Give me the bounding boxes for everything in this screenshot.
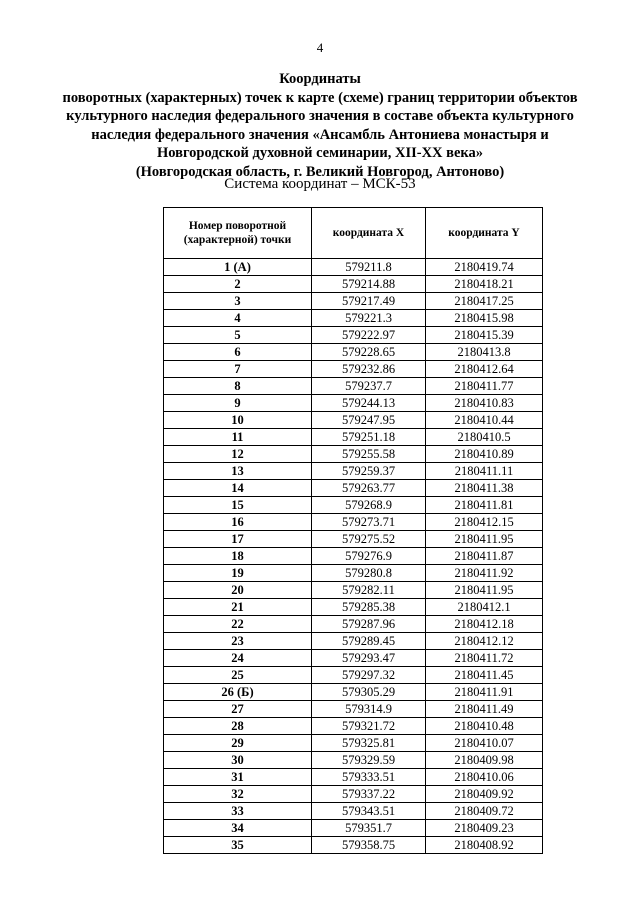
coordinate-x-cell: 579211.8 [312,259,426,276]
point-number-cell: 33 [164,803,312,820]
coordinate-y-cell: 2180415.98 [426,310,543,327]
coordinate-x-cell: 579337.22 [312,786,426,803]
table-row [164,548,543,565]
point-number-cell: 8 [164,378,312,395]
coordinate-x-cell: 579329.59 [312,752,426,769]
point-number-cell: 15 [164,497,312,514]
point-number-cell: 31 [164,769,312,786]
table-row [164,667,543,684]
coordinate-x-cell: 579358.75 [312,837,426,854]
coordinate-x-cell: 579314.9 [312,701,426,718]
coordinate-y-cell: 2180411.45 [426,667,543,684]
coordinate-y-cell: 2180411.72 [426,650,543,667]
coordinate-y-cell: 2180410.48 [426,718,543,735]
coordinate-y-cell: 2180412.12 [426,633,543,650]
table-row [164,820,543,837]
point-number-cell: 10 [164,412,312,429]
table-row [164,837,543,854]
table-row [164,633,543,650]
point-number-cell: 25 [164,667,312,684]
coordinate-y-cell: 2180417.25 [426,293,543,310]
table-row [164,480,543,497]
point-number-cell: 22 [164,616,312,633]
point-number-cell: 21 [164,599,312,616]
page-number: 4 [316,40,324,55]
coordinate-x-cell: 579305.29 [312,684,426,701]
coordinate-y-cell: 2180410.06 [426,769,543,786]
point-number-cell: 35 [164,837,312,854]
table-row [164,531,543,548]
document-title [60,70,580,182]
table-row [164,582,543,599]
coordinate-y-cell: 2180415.39 [426,327,543,344]
coordinate-y-cell: 2180418.21 [426,276,543,293]
coordinate-y-cell: 2180412.18 [426,616,543,633]
point-number-cell: 34 [164,820,312,837]
table-row [164,786,543,803]
title-line: (Новгородская область, г. Великий Новгород, Антоново) [135,163,505,180]
point-number-cell: 9 [164,395,312,412]
coordinate-y-cell: 2180411.92 [426,565,543,582]
coordinate-x-cell: 579333.51 [312,769,426,786]
table-row [164,293,543,310]
coordinate-y-cell: 2180409.72 [426,803,543,820]
table-row [164,701,543,718]
point-number-cell: 1 (А) [164,259,312,276]
table-row [164,276,543,293]
point-number-cell: 2 [164,276,312,293]
coordinate-x-cell: 579293.47 [312,650,426,667]
title-line: Координаты [279,71,361,87]
coordinate-y-cell: 2180412.15 [426,514,543,531]
coordinate-system-label: Система координат – МСК-53 [224,176,416,192]
table-row [164,565,543,582]
point-number-cell: 20 [164,582,312,599]
header-coordinate-x: координата X [312,208,426,259]
coordinate-x-cell: 579255.58 [312,446,426,463]
header-coordinate-y: координата Y [426,208,543,259]
coordinate-x-cell: 579275.52 [312,531,426,548]
coordinate-x-cell: 579289.45 [312,633,426,650]
coordinate-x-cell: 579280.8 [312,565,426,582]
point-number-cell: 19 [164,565,312,582]
point-number-cell: 28 [164,718,312,735]
point-number-cell: 6 [164,344,312,361]
title-line: поворотных (характерных) точек к карте (схеме) границ территории объектов [62,89,578,106]
table-row [164,599,543,616]
table-row [164,378,543,395]
coordinate-x-cell: 579214.88 [312,276,426,293]
coordinate-y-cell: 2180410.83 [426,395,543,412]
coordinate-x-cell: 579276.9 [312,548,426,565]
coordinate-y-cell: 2180419.74 [426,259,543,276]
coordinate-x-cell: 579263.77 [312,480,426,497]
table-row [164,684,543,701]
coordinate-x-cell: 579268.9 [312,497,426,514]
coordinate-y-cell: 2180410.5 [426,429,543,446]
table-header-row [164,208,543,259]
coordinate-y-cell: 2180411.95 [426,531,543,548]
coordinate-y-cell: 2180411.11 [426,463,543,480]
coordinate-y-cell: 2180409.92 [426,786,543,803]
coordinate-x-cell: 579247.95 [312,412,426,429]
point-number-cell: 18 [164,548,312,565]
point-number-cell: 12 [164,446,312,463]
table-row [164,463,543,480]
coordinate-x-cell: 579287.96 [312,616,426,633]
coordinate-y-cell: 2180408.92 [426,837,543,854]
coordinate-y-cell: 2180409.98 [426,752,543,769]
coordinate-x-cell: 579285.38 [312,599,426,616]
coordinate-x-cell: 579273.71 [312,514,426,531]
point-number-cell: 27 [164,701,312,718]
coordinate-y-cell: 2180411.49 [426,701,543,718]
table-row [164,514,543,531]
coordinate-y-cell: 2180411.95 [426,582,543,599]
coordinate-y-cell: 2180409.23 [426,820,543,837]
coordinates-table [163,207,543,854]
point-number-cell: 7 [164,361,312,378]
point-number-cell: 11 [164,429,312,446]
coordinate-x-cell: 579217.49 [312,293,426,310]
coordinate-x-cell: 579343.51 [312,803,426,820]
coordinate-y-cell: 2180410.89 [426,446,543,463]
table-row [164,429,543,446]
point-number-cell: 17 [164,531,312,548]
point-number-cell: 16 [164,514,312,531]
coordinate-y-cell: 2180413.8 [426,344,543,361]
table-row [164,497,543,514]
point-number-cell: 5 [164,327,312,344]
coordinate-x-cell: 579228.65 [312,344,426,361]
coordinate-y-cell: 2180412.1 [426,599,543,616]
table-row [164,259,543,276]
coordinate-x-cell: 579259.37 [312,463,426,480]
header-point-number: Номер поворотной (характерной) точки [164,208,312,259]
coordinate-x-cell: 579321.72 [312,718,426,735]
coordinate-x-cell: 579282.11 [312,582,426,599]
table-row [164,616,543,633]
point-number-cell: 29 [164,735,312,752]
table-row [164,361,543,378]
table-row [164,446,543,463]
table-row [164,752,543,769]
table-row [164,310,543,327]
coordinate-x-cell: 579237.7 [312,378,426,395]
table-row [164,412,543,429]
coordinate-y-cell: 2180410.07 [426,735,543,752]
table-row [164,327,543,344]
table-row [164,718,543,735]
point-number-cell: 30 [164,752,312,769]
coordinate-y-cell: 2180411.87 [426,548,543,565]
point-number-cell: 4 [164,310,312,327]
point-number-cell: 26 (Б) [164,684,312,701]
point-number-cell: 23 [164,633,312,650]
point-number-cell: 14 [164,480,312,497]
title-line: культурного наследия федерального значения в составе объекта культурного [66,108,574,125]
coordinate-x-cell: 579297.32 [312,667,426,684]
coordinate-x-cell: 579325.81 [312,735,426,752]
point-number-cell: 13 [164,463,312,480]
table-row [164,735,543,752]
point-number-cell: 32 [164,786,312,803]
coordinate-x-cell: 579222.97 [312,327,426,344]
coordinate-x-cell: 579221.3 [312,310,426,327]
coordinate-y-cell: 2180412.64 [426,361,543,378]
coordinate-x-cell: 579244.13 [312,395,426,412]
coordinate-y-cell: 2180411.91 [426,684,543,701]
point-number-cell: 3 [164,293,312,310]
coordinate-y-cell: 2180411.38 [426,480,543,497]
coordinate-y-cell: 2180411.77 [426,378,543,395]
coordinate-y-cell: 2180411.81 [426,497,543,514]
table-row [164,650,543,667]
title-line: Новгородской духовной семинарии, XII-XX века» [156,145,484,162]
coordinate-x-cell: 579232.86 [312,361,426,378]
point-number-cell: 24 [164,650,312,667]
coordinate-y-cell: 2180410.44 [426,412,543,429]
table-row [164,803,543,820]
title-line: наследия федерального значения «Ансамбль Антониева монастыря и [91,126,549,143]
table-row [164,344,543,361]
table-row [164,395,543,412]
coordinate-x-cell: 579351.7 [312,820,426,837]
coordinate-x-cell: 579251.18 [312,429,426,446]
table-row [164,769,543,786]
